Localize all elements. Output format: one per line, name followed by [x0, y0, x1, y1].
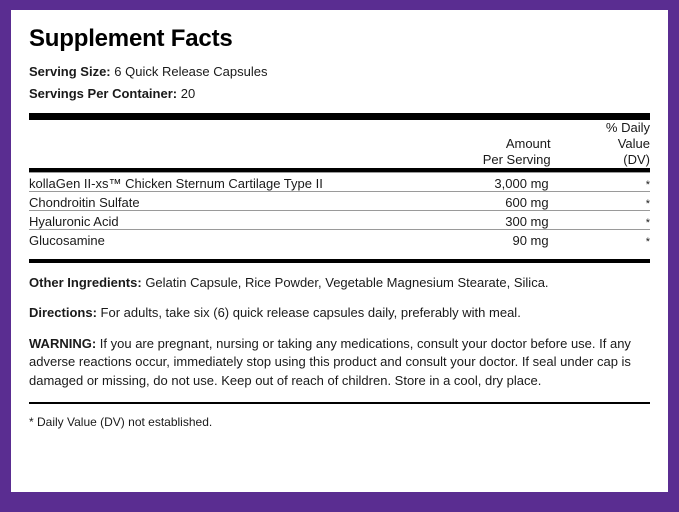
header-dv-line3: (DV)	[623, 151, 650, 167]
other-ingredients-label: Other Ingredients:	[29, 274, 142, 290]
nutrient-amount: 600 mg	[414, 191, 551, 210]
table-row	[29, 229, 650, 248]
divider-thick-top	[29, 113, 650, 120]
servings-per-container-line	[29, 86, 650, 103]
gap-2	[29, 323, 650, 335]
servings-per-container-value: 20	[180, 86, 196, 102]
other-ingredients-section	[29, 263, 650, 293]
nutrient-name: Chondroitin Sulfate	[29, 191, 414, 210]
table-row	[29, 210, 650, 229]
serving-size-value: 6 Quick Release Capsules	[114, 64, 268, 80]
directions-section	[29, 304, 650, 323]
servings-per-container-label: Servings Per Container:	[29, 86, 178, 102]
nutrient-amount: 3,000 mg	[414, 172, 551, 191]
other-ingredients-text: Gelatin Capsule, Rice Powder, Vegetable Magnesium Stearate, Silica.	[145, 274, 549, 290]
header-amount-line1: Amount	[505, 136, 551, 152]
gap-1	[29, 292, 650, 304]
footnote-section	[29, 404, 650, 431]
nutrient-name: Hyaluronic Acid	[29, 210, 414, 229]
nutrient-name: kollaGen II-xs™ Chicken Sternum Cartilage Type II	[29, 172, 414, 191]
header-amount-per-serving	[414, 120, 551, 168]
daily-value-footnote: * Daily Value (DV) not established.	[29, 414, 213, 429]
nutrient-dv: *	[551, 210, 650, 229]
header-spacer	[29, 120, 414, 168]
directions-label: Directions:	[29, 305, 97, 321]
warning-line	[29, 335, 650, 391]
nutrition-table	[29, 120, 650, 168]
header-daily-value	[551, 120, 650, 168]
nutrient-dv: *	[551, 191, 650, 210]
table-row	[29, 191, 650, 210]
table-row	[29, 172, 650, 191]
supplement-facts-panel	[11, 10, 668, 492]
header-dv-line1: % Daily	[605, 120, 650, 136]
serving-size-label: Serving Size:	[29, 64, 111, 80]
nutrient-amount: 90 mg	[414, 229, 551, 248]
warning-label: WARNING:	[29, 335, 97, 351]
nutrient-rows	[29, 172, 650, 248]
nutrient-amount: 300 mg	[414, 210, 551, 229]
header-amount-line2: Per Serving	[482, 151, 551, 167]
nutrient-dv: *	[551, 172, 650, 191]
warning-text: If you are pregnant, nursing or taking any medications, consult your doctor before use. If any adverse reactions occur, immediately stop using this product and consult your doctor. If seal under cap is damaged or missing, do not use. Keep out of reach of children. Store in a cool, dry place.	[29, 335, 631, 389]
nutrient-name: Glucosamine	[29, 229, 414, 248]
nutrient-dv: *	[551, 229, 650, 248]
directions-line	[29, 304, 650, 323]
directions-text: For adults, take six (6) quick release capsules daily, preferably with meal.	[100, 305, 521, 321]
other-ingredients-line	[29, 274, 650, 293]
page-title: Supplement Facts	[29, 25, 233, 52]
header-dv-line2: Value	[617, 136, 650, 152]
warning-section	[29, 335, 650, 402]
label-content	[29, 26, 650, 482]
table-header-row	[29, 120, 650, 168]
serving-size-line	[29, 64, 650, 81]
